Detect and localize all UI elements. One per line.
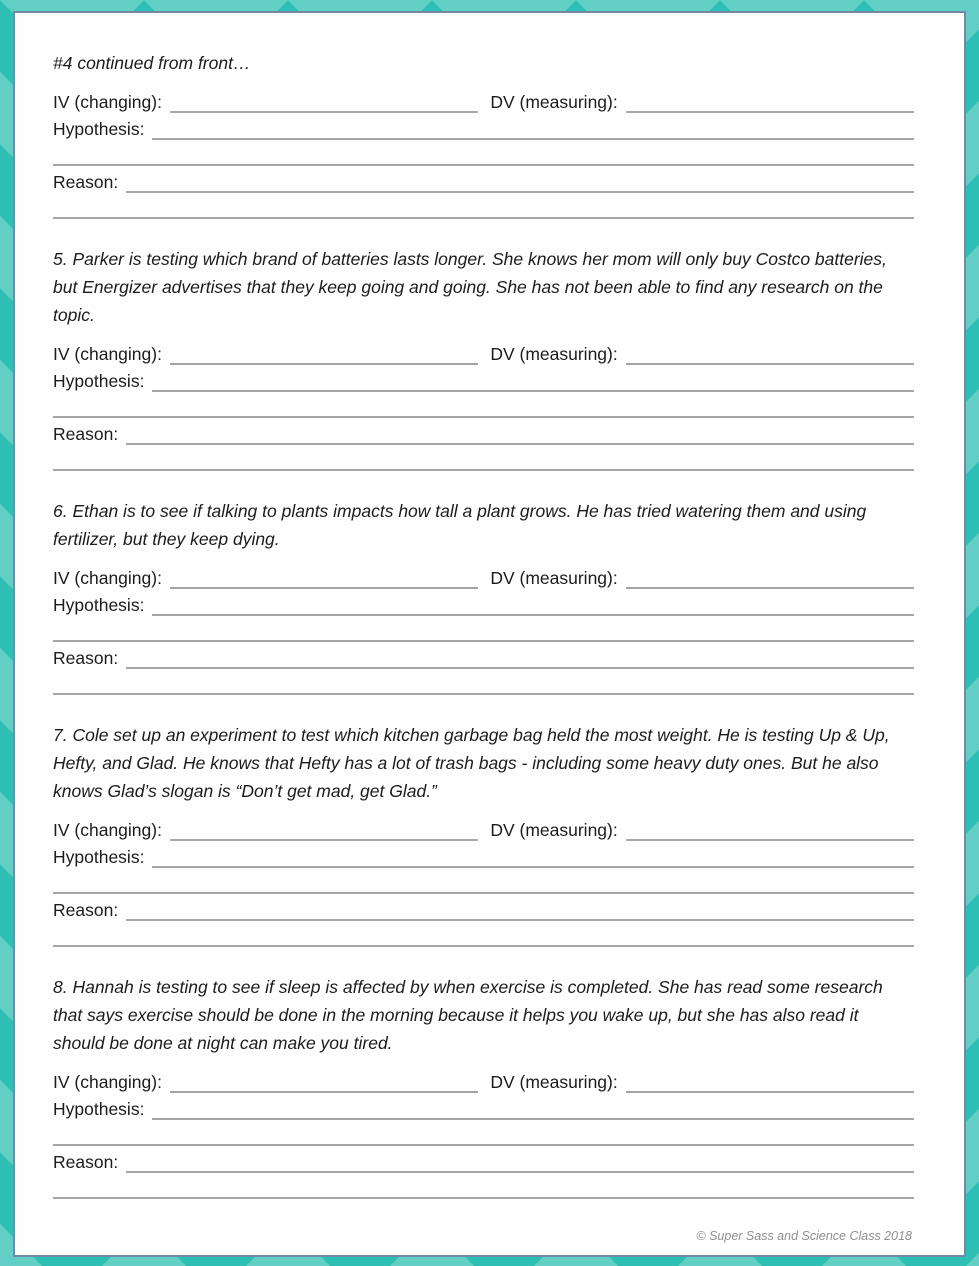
iv-blank-line[interactable] <box>170 1071 478 1093</box>
reason-row <box>53 418 914 445</box>
iv-label: IV (changing): <box>53 568 162 588</box>
question-7-text: 7. Cole set up an experiment to test which kitchen garbage bag held the most weight. He is testing Up & Up, Hefty, and Glad. He knows that Hefty has a lot of trash bags - including some heavy duty ones. But he also knows Glad’s slogan is “Don’t get mad, get Glad.” <box>53 725 890 801</box>
hypothesis-label: Hypothesis: <box>53 847 145 867</box>
iv-blank-line[interactable] <box>170 819 478 841</box>
reason-blank-line[interactable] <box>126 899 914 921</box>
dv-blank-line[interactable] <box>626 567 914 589</box>
question-8-text: 8. Hannah is testing to see if sleep is affected by when exercise is completed. She has read some research that says exercise should be done in the morning because it helps you wake up, but she has also read it should be done at night can make you tired. <box>53 977 883 1053</box>
iv-field <box>53 819 478 841</box>
copyright-notice: © Super Sass and Science Class 2018 <box>696 1229 912 1243</box>
iv-blank-line[interactable] <box>170 567 478 589</box>
hypothesis-continuation-row <box>53 616 914 642</box>
iv-field <box>53 1071 478 1093</box>
reason-continuation-line[interactable] <box>53 925 914 947</box>
section-question-7 <box>53 721 914 947</box>
dv-label: DV (measuring): <box>490 1072 618 1092</box>
question-6-text: 6. Ethan is to see if talking to plants impacts how tall a plant grows. He has tried watering them and using fertilizer, but they keep dying. <box>53 501 867 549</box>
iv-field <box>53 567 478 589</box>
reason-label: Reason: <box>53 424 119 444</box>
reason-label: Reason: <box>53 172 119 192</box>
reason-row <box>53 642 914 669</box>
reason-label: Reason: <box>53 900 119 920</box>
dv-label: DV (measuring): <box>490 92 618 112</box>
hypothesis-row <box>53 1093 914 1120</box>
hypothesis-row <box>53 365 914 392</box>
hypothesis-continuation-line[interactable] <box>53 620 914 642</box>
iv-dv-row <box>53 814 914 841</box>
reason-field <box>53 423 914 445</box>
reason-field <box>53 647 914 669</box>
hypothesis-row <box>53 589 914 616</box>
section-question-5 <box>53 245 914 471</box>
dv-field <box>490 91 914 113</box>
iv-label: IV (changing): <box>53 820 162 840</box>
dv-blank-line[interactable] <box>626 819 914 841</box>
answer-fields-4 <box>53 86 914 219</box>
reason-field <box>53 899 914 921</box>
answer-fields-7 <box>53 814 914 947</box>
hypothesis-continuation-row <box>53 868 914 894</box>
answer-fields-8 <box>53 1066 914 1199</box>
answer-fields-5 <box>53 338 914 471</box>
reason-continuation-line[interactable] <box>53 197 914 219</box>
iv-dv-row <box>53 1066 914 1093</box>
iv-blank-line[interactable] <box>170 343 478 365</box>
hypothesis-field <box>53 846 914 868</box>
hypothesis-continuation-row <box>53 140 914 166</box>
hypothesis-label: Hypothesis: <box>53 371 145 391</box>
hypothesis-blank-line[interactable] <box>152 1098 914 1120</box>
reason-field <box>53 171 914 193</box>
iv-blank-line[interactable] <box>170 91 478 113</box>
reason-field <box>53 1151 914 1173</box>
dv-field <box>490 1071 914 1093</box>
reason-label: Reason: <box>53 648 119 668</box>
dv-field <box>490 819 914 841</box>
hypothesis-continuation-line[interactable] <box>53 1124 914 1146</box>
hypothesis-blank-line[interactable] <box>152 594 914 616</box>
section-4-continued <box>53 49 914 219</box>
reason-continuation-row <box>53 445 914 471</box>
reason-continuation-line[interactable] <box>53 1177 914 1199</box>
hypothesis-row <box>53 841 914 868</box>
iv-label: IV (changing): <box>53 1072 162 1092</box>
dv-blank-line[interactable] <box>626 1071 914 1093</box>
hypothesis-blank-line[interactable] <box>152 846 914 868</box>
hypothesis-continuation-row <box>53 392 914 418</box>
continued-note: #4 continued from front… <box>53 53 251 73</box>
reason-continuation-row <box>53 669 914 695</box>
hypothesis-blank-line[interactable] <box>152 370 914 392</box>
hypothesis-field <box>53 118 914 140</box>
iv-field <box>53 343 478 365</box>
dv-field <box>490 343 914 365</box>
iv-dv-row <box>53 562 914 589</box>
reason-continuation-row <box>53 1173 914 1199</box>
dv-label: DV (measuring): <box>490 820 618 840</box>
iv-label: IV (changing): <box>53 92 162 112</box>
hypothesis-field <box>53 370 914 392</box>
reason-blank-line[interactable] <box>126 1151 914 1173</box>
iv-dv-row <box>53 86 914 113</box>
hypothesis-blank-line[interactable] <box>152 118 914 140</box>
answer-fields-6 <box>53 562 914 695</box>
iv-label: IV (changing): <box>53 344 162 364</box>
question-5-text: 5. Parker is testing which brand of batteries lasts longer. She knows her mom will only buy Costco batteries, but Energizer advertises that they keep going and going. She has not been able to find any research on the topic. <box>53 249 887 325</box>
reason-continuation-line[interactable] <box>53 673 914 695</box>
hypothesis-label: Hypothesis: <box>53 595 145 615</box>
section-question-8 <box>53 973 914 1199</box>
hypothesis-continuation-line[interactable] <box>53 872 914 894</box>
hypothesis-row <box>53 113 914 140</box>
reason-continuation-line[interactable] <box>53 449 914 471</box>
dv-field <box>490 567 914 589</box>
section-question-6 <box>53 497 914 695</box>
reason-continuation-row <box>53 921 914 947</box>
reason-row <box>53 894 914 921</box>
reason-row <box>53 166 914 193</box>
reason-label: Reason: <box>53 1152 119 1172</box>
hypothesis-continuation-row <box>53 1120 914 1146</box>
iv-dv-row <box>53 338 914 365</box>
reason-blank-line[interactable] <box>126 171 914 193</box>
reason-row <box>53 1146 914 1173</box>
iv-field <box>53 91 478 113</box>
hypothesis-continuation-line[interactable] <box>53 396 914 418</box>
dv-blank-line[interactable] <box>626 343 914 365</box>
dv-label: DV (measuring): <box>490 568 618 588</box>
reason-blank-line[interactable] <box>126 423 914 445</box>
hypothesis-label: Hypothesis: <box>53 1099 145 1119</box>
dv-blank-line[interactable] <box>626 91 914 113</box>
hypothesis-field <box>53 594 914 616</box>
hypothesis-continuation-line[interactable] <box>53 144 914 166</box>
dv-label: DV (measuring): <box>490 344 618 364</box>
hypothesis-label: Hypothesis: <box>53 119 145 139</box>
reason-blank-line[interactable] <box>126 647 914 669</box>
reason-continuation-row <box>53 193 914 219</box>
hypothesis-field <box>53 1098 914 1120</box>
worksheet-page <box>13 11 966 1257</box>
